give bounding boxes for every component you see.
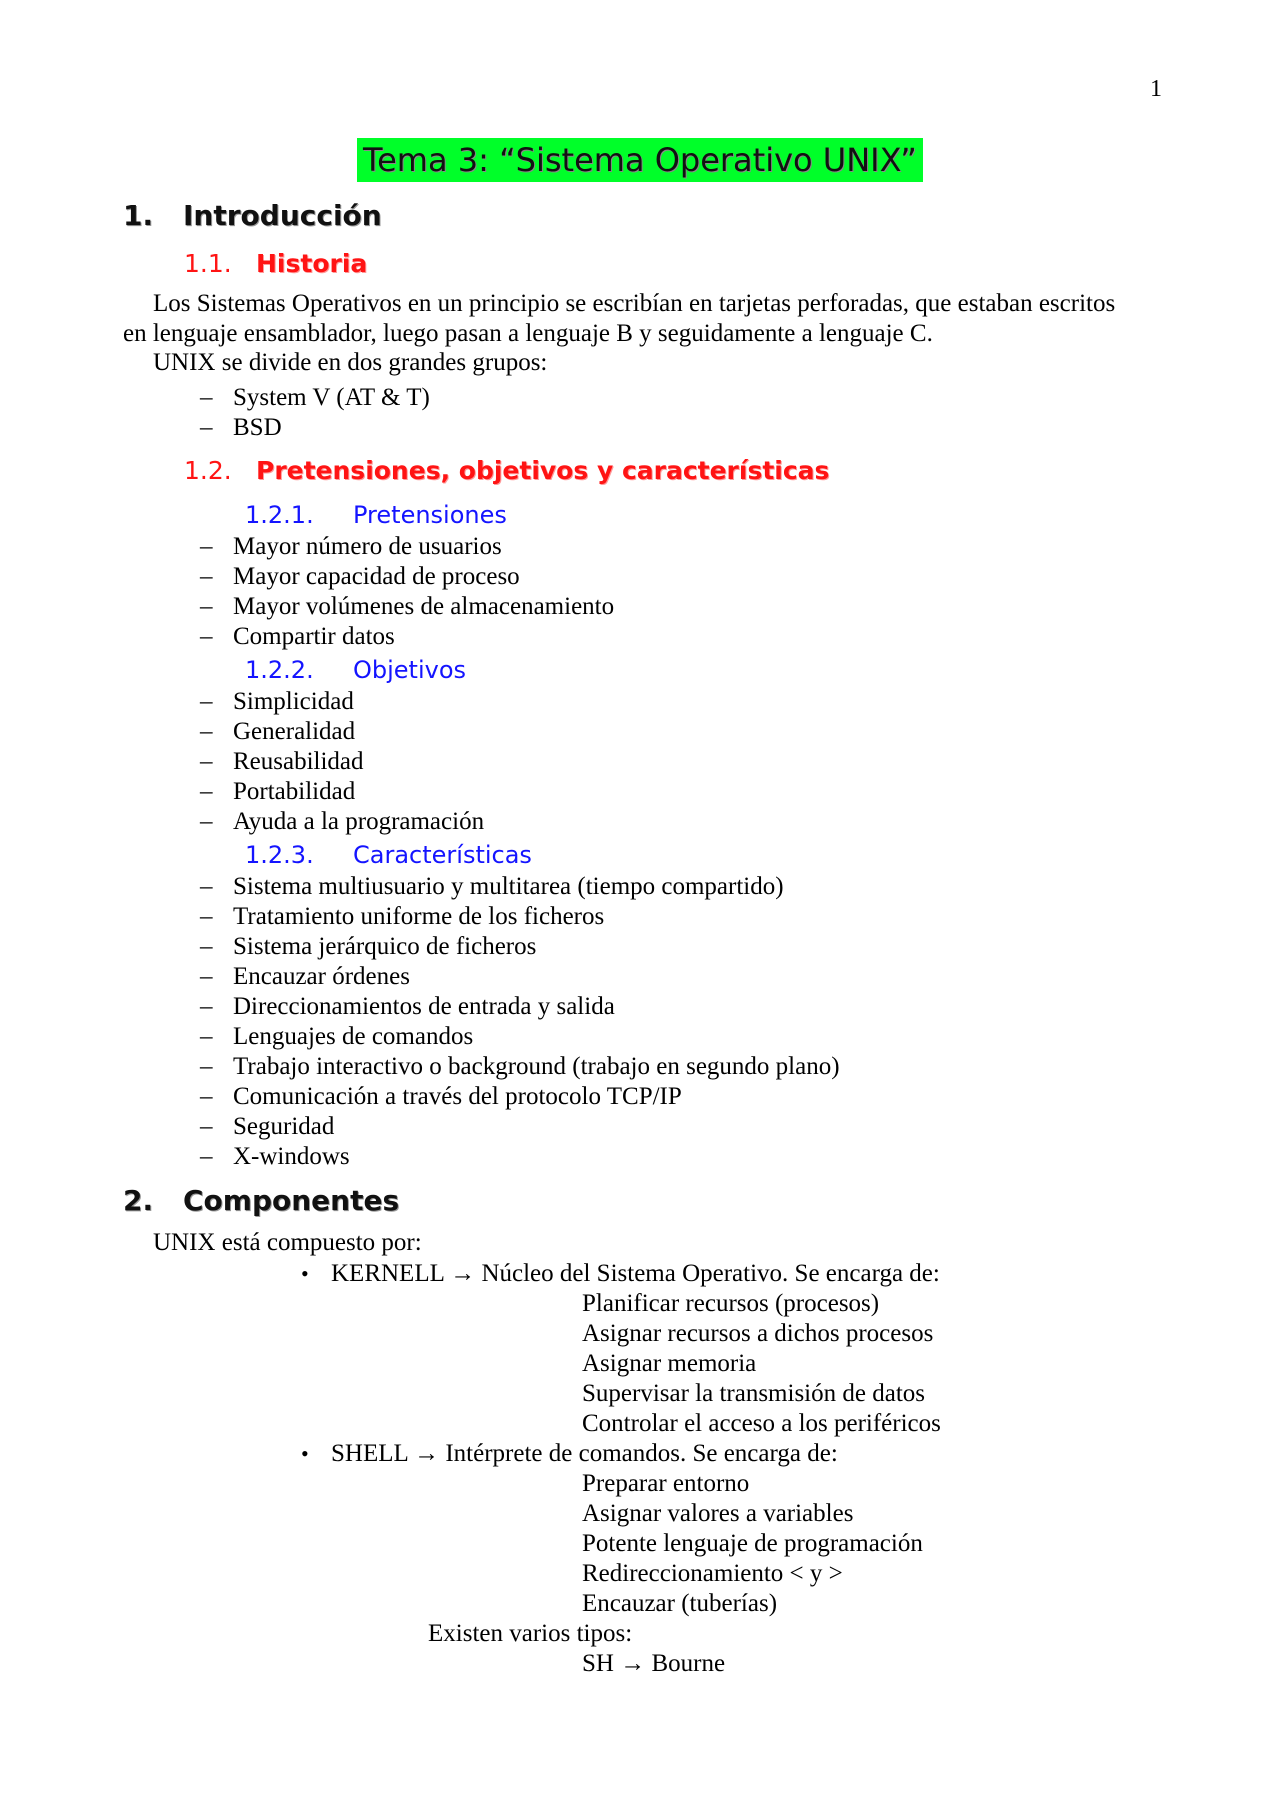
list-item: – Sistema multiusuario y multitarea (tiempo compartido)	[200, 873, 784, 900]
list-item: – Sistema jerárquico de ficheros	[200, 933, 537, 960]
list-item: – X-windows	[200, 1143, 350, 1170]
paragraph-historia-line1: Los Sistemas Operativos en un principio se escribían en tarjetas perforadas, que estaban escritos	[153, 290, 1116, 317]
list-item: – Generalidad	[200, 718, 356, 745]
list-item: – Reusabilidad	[200, 748, 364, 775]
list-item: – Comunicación a través del protocolo TCP/IP	[200, 1083, 682, 1110]
list-item: – Portabilidad	[200, 778, 356, 805]
list-item: – Tratamiento uniforme de los ficheros	[200, 903, 605, 930]
subsection-heading-pretensiones-objetivos	[184, 455, 884, 487]
kernel-task: Planificar recursos (procesos)	[582, 1290, 880, 1317]
paragraph-unix-groups: UNIX se divide en dos grandes grupos:	[153, 349, 548, 376]
list-item: – Trabajo interactivo o background (trabajo en segundo plano)	[200, 1053, 840, 1080]
list-item: – BSD	[200, 414, 282, 441]
section-heading-componentes	[123, 1183, 523, 1219]
paragraph-componentes-intro: UNIX está compuesto por:	[153, 1229, 422, 1256]
list-item: – Compartir datos	[200, 623, 395, 650]
section-heading-introduccion	[123, 198, 523, 234]
subsubsection-heading-objetivos: 1.2.2. Objetivos	[245, 656, 467, 684]
bullet-item-shell: • SHELL → Intérprete de comandos. Se encarga de:	[301, 1440, 838, 1467]
list-item: – Mayor volúmenes de almacenamiento	[200, 593, 615, 620]
shell-type: SH → Bourne	[582, 1650, 726, 1677]
list-item: – System V (AT & T)	[200, 384, 430, 411]
section-title: Componentes	[183, 1184, 400, 1217]
subsection-number: 1.1.	[184, 249, 232, 278]
kernel-task: Supervisar la transmisión de datos	[582, 1380, 925, 1407]
subsubsection-heading-caracteristicas: 1.2.3. Características	[245, 841, 532, 869]
shell-task: Asignar valores a variables	[582, 1500, 854, 1527]
page-number: 1	[1150, 76, 1162, 102]
list-item: – Ayuda a la programación	[200, 808, 485, 835]
kernel-task: Asignar memoria	[582, 1350, 757, 1377]
list-item: – Seguridad	[200, 1113, 335, 1140]
subsection-number: 1.2.	[184, 456, 232, 485]
document-title: Tema 3: “Sistema Operativo UNIX”	[357, 138, 923, 182]
section-number: 2.	[123, 1184, 154, 1217]
list-item: – Simplicidad	[200, 688, 354, 715]
section-number: 1.	[123, 199, 154, 232]
shell-task: Potente lenguaje de programación	[582, 1530, 923, 1557]
section-title: Introducción	[183, 199, 382, 232]
subsection-title: Historia	[256, 249, 368, 278]
bullet-item-kernel: • KERNELL → Núcleo del Sistema Operativo. Se encarga de:	[301, 1260, 940, 1287]
shell-types-intro: Existen varios tipos:	[428, 1620, 633, 1647]
subsection-title: Pretensiones, objetivos y características	[256, 456, 830, 485]
list-item: – Mayor capacidad de proceso	[200, 563, 520, 590]
subsection-heading-historia	[184, 248, 584, 280]
kernel-task: Controlar el acceso a los periféricos	[582, 1410, 941, 1437]
list-item: – Lenguajes de comandos	[200, 1023, 474, 1050]
list-item: – Direccionamientos de entrada y salida	[200, 993, 615, 1020]
shell-task: Preparar entorno	[582, 1470, 750, 1497]
kernel-task: Asignar recursos a dichos procesos	[582, 1320, 934, 1347]
bullet-icon: •	[301, 1441, 309, 1466]
shell-task: Encauzar (tuberías)	[582, 1590, 778, 1617]
paragraph-historia-line2: en lenguaje ensamblador, luego pasan a lenguaje B y seguidamente a lenguaje C.	[123, 320, 933, 347]
shell-task: Redireccionamiento < y >	[582, 1560, 843, 1587]
list-item: – Mayor número de usuarios	[200, 533, 502, 560]
list-item: – Encauzar órdenes	[200, 963, 410, 990]
subsubsection-heading-pretensiones: 1.2.1. Pretensiones	[245, 501, 507, 529]
bullet-icon: •	[301, 1261, 309, 1286]
